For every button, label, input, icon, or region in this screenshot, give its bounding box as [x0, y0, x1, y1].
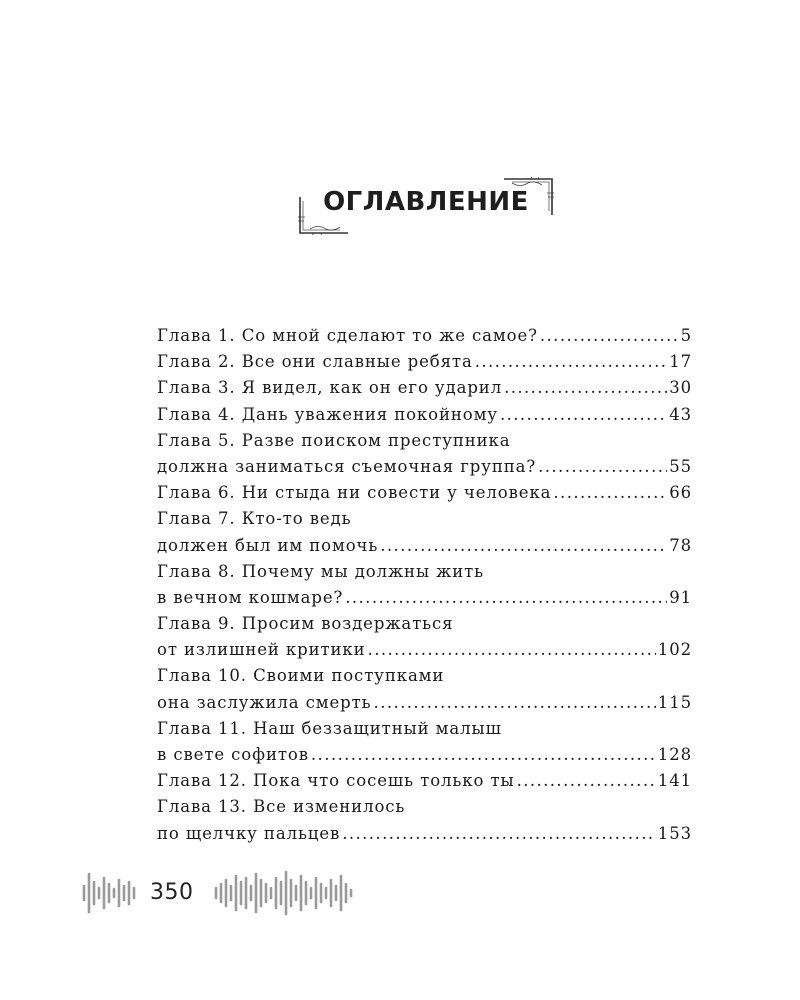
toc-entry[interactable]	[157, 716, 692, 768]
toc-entry-title: Глава 1. Со мной сделают то же самое?	[157, 326, 538, 345]
toc-page-number: 153	[657, 823, 692, 843]
toc-line	[157, 663, 692, 689]
toc-line	[157, 585, 692, 611]
toc-page-number: 66	[669, 483, 692, 503]
toc-entry-title: Глава 7. Кто-то ведь	[157, 509, 352, 529]
toc-entry[interactable]	[157, 349, 692, 375]
toc-dot-leader	[374, 690, 656, 716]
toc-dot-leader	[368, 637, 656, 663]
toc-entry-title: Глава 10. Своими поступками	[157, 666, 445, 686]
toc-entry-title: должна заниматься съемочная группа?	[157, 456, 537, 476]
toc-page-number: 55	[669, 456, 692, 476]
toc-entry-title: Глава 12. Пока что сосешь только ты	[157, 771, 515, 791]
page-title: ОГЛАВЛЕНИЕ	[323, 187, 529, 217]
toc-line	[157, 506, 692, 532]
toc-page-number: 102	[657, 640, 692, 660]
toc-line	[157, 323, 692, 349]
toc-dot-leader	[500, 402, 667, 428]
toc-dot-leader	[342, 821, 656, 847]
toc-entry-title: по щелчку пальцев	[157, 823, 341, 843]
toc-line	[157, 794, 692, 820]
toc-page-number: 78	[669, 535, 692, 555]
toc-entry[interactable]	[157, 559, 692, 611]
toc-entry-title: от излишней критики	[157, 640, 366, 660]
toc-entry-title: в вечном кошмаре?	[157, 587, 344, 607]
toc-line	[157, 349, 692, 375]
toc-line	[157, 375, 692, 401]
toc-line	[157, 559, 692, 585]
toc-page-number: 30	[669, 378, 692, 398]
toc-page-number: 91	[669, 587, 692, 607]
toc-line	[157, 480, 692, 506]
toc-dot-leader	[540, 323, 679, 349]
page-number: 350	[150, 880, 194, 905]
toc-entry[interactable]	[157, 768, 692, 794]
toc-dot-leader	[475, 349, 668, 375]
toc-line	[157, 821, 692, 847]
toc-line	[157, 454, 692, 480]
toc-line	[157, 768, 692, 794]
toc-entry-title: Глава 9. Просим воздержаться	[157, 614, 454, 634]
toc-dot-leader	[311, 742, 656, 768]
soundwave-right-decoration	[212, 868, 368, 918]
toc-line	[157, 742, 692, 768]
toc-dot-leader	[504, 375, 667, 401]
toc-line	[157, 428, 692, 454]
toc-entry[interactable]	[157, 428, 692, 480]
toc-entry[interactable]	[157, 794, 692, 846]
toc-entry[interactable]	[157, 506, 692, 558]
toc-dot-leader	[517, 768, 656, 794]
toc-dot-leader	[345, 585, 667, 611]
toc-entry-title: Глава 6. Ни стыда ни совести у человека	[157, 483, 552, 503]
soundwave-left-decoration	[80, 868, 150, 918]
toc-entry[interactable]	[157, 663, 692, 715]
toc-line	[157, 690, 692, 716]
title-block	[296, 177, 556, 235]
toc-entry[interactable]	[157, 323, 692, 349]
toc-page-number: 43	[669, 404, 692, 424]
toc-entry-title: Глава 4. Дань уважения покойному	[157, 404, 498, 424]
toc-entry[interactable]	[157, 375, 692, 401]
toc-line	[157, 533, 692, 559]
toc-entry-title: Глава 8. Почему мы должны жить	[157, 561, 485, 581]
toc-line	[157, 611, 692, 637]
toc-dot-leader	[553, 480, 667, 506]
toc-entry-title: Глава 3. Я видел, как он его ударил	[157, 378, 503, 398]
toc-entry-title: должен был им помочь	[157, 535, 379, 555]
toc-entry-title: Глава 5. Разве поиском преступника	[157, 430, 511, 450]
toc-dot-leader	[538, 454, 667, 480]
toc-page-number: 17	[669, 352, 692, 372]
toc-page-number: 128	[657, 745, 692, 764]
toc-line	[157, 402, 692, 428]
toc-entry-title: она заслужила смерть	[157, 692, 372, 712]
toc-line	[157, 716, 692, 742]
toc-entry[interactable]	[157, 480, 692, 506]
toc-entry-title: Глава 11. Наш беззащитный малыш	[157, 718, 502, 738]
toc-entry-title: Глава 13. Все изменилось	[157, 797, 406, 817]
toc-page-number: 115	[657, 692, 692, 712]
toc-dot-leader	[380, 533, 667, 559]
page-footer	[80, 868, 370, 918]
toc-page-number: 5	[680, 326, 692, 345]
toc-entry[interactable]	[157, 402, 692, 428]
toc-page-number: 141	[657, 771, 692, 791]
toc-entry-title: в свете софитов	[157, 745, 309, 764]
toc-line	[157, 637, 692, 663]
toc-entry-title: Глава 2. Все они славные ребята	[157, 352, 473, 372]
toc-entry[interactable]	[157, 611, 692, 663]
table-of-contents	[157, 323, 692, 847]
